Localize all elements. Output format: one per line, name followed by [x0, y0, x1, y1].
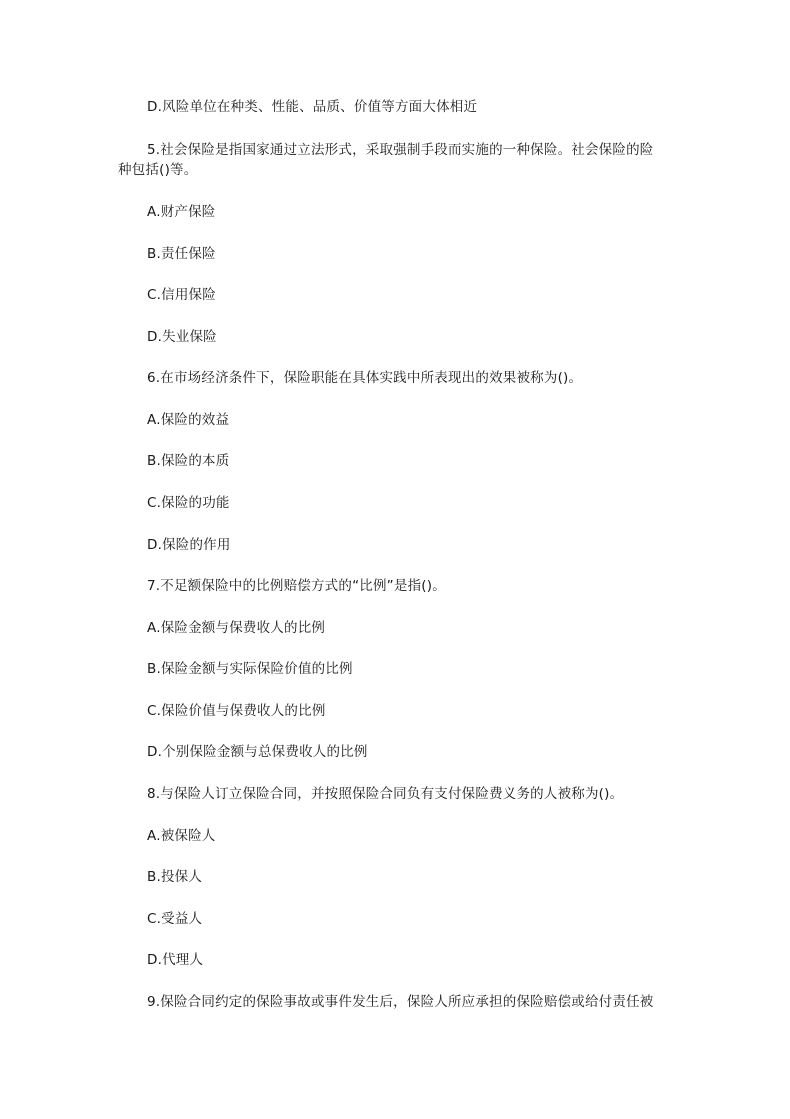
q6-option-b: B.保险的本质 — [147, 453, 230, 469]
q5-option-c: C.信用保险 — [147, 287, 216, 303]
q7-stem: 7.不足额保险中的比例赔偿方式的“比例”是指()。 — [147, 578, 446, 594]
q5-stem-line1: 5.社会保险是指国家通过立法形式，采取强制手段而实施的一种保险。社会保险的险 — [147, 142, 654, 158]
q8-stem: 8.与保险人订立保险合同，并按照保险合同负有支付保险费义务的人被称为()。 — [147, 786, 624, 802]
q5-option-d: D.失业保险 — [147, 329, 217, 345]
q4-option-d: D.风险单位在种类、性能、品质、价值等方面大体相近 — [147, 99, 478, 115]
q5-option-b: B.责任保险 — [147, 246, 216, 262]
q7-option-a: A.保险金额与保费收人的比例 — [147, 620, 326, 636]
q7-option-c: C.保险价值与保费收人的比例 — [147, 703, 326, 719]
q8-option-b: B.投保人 — [147, 869, 203, 885]
q6-option-c: C.保险的功能 — [147, 495, 230, 511]
q8-option-c: C.受益人 — [147, 911, 203, 927]
q9-stem-line1: 9.保险合同约定的保险事故或事件发生后，保险人所应承担的保险赔偿或给付责任被 — [147, 994, 654, 1010]
q8-option-d: D.代理人 — [147, 952, 204, 968]
q8-option-a: A.被保险人 — [147, 828, 216, 844]
q7-option-b: B.保险金额与实际保险价值的比例 — [147, 661, 353, 677]
q5-option-a: A.财产保险 — [147, 204, 216, 220]
q5-stem-line2: 种包括()等。 — [118, 162, 198, 178]
q6-option-a: A.保险的效益 — [147, 412, 230, 428]
q6-stem: 6.在市场经济条件下，保险职能在具体实践中所表现出的效果被称为()。 — [147, 370, 583, 386]
q6-option-d: D.保险的作用 — [147, 537, 231, 553]
q7-option-d: D.个别保险金额与总保费收人的比例 — [147, 744, 368, 760]
